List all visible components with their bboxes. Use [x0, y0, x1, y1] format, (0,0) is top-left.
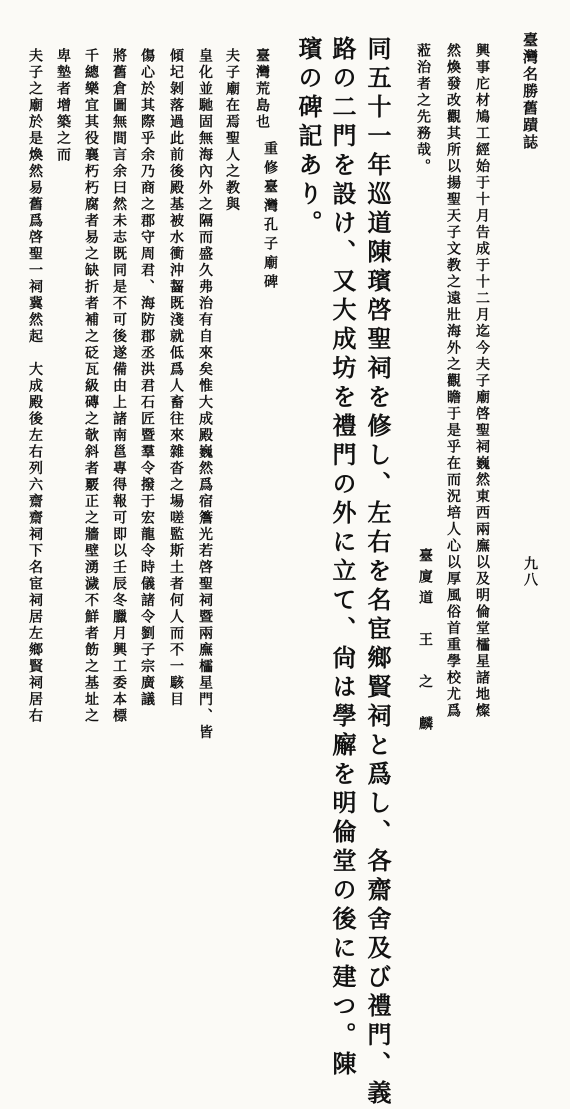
text-column: 璸の碑記あり。 [294, 36, 323, 239]
page-bottom-edge [0, 805, 570, 806]
page-title: 臺灣名勝舊蹟誌 [521, 32, 539, 151]
text-column: 蒞治者之先務哉。 [415, 43, 431, 175]
text-column: 傾圮剝落過此前後殿基被水衝沖齧既淺就低爲人畜往來雜沓之場嗟監斯土者何人而不一駭目 [168, 48, 184, 708]
text-column: 夫子廟在焉聖人之教與 [224, 48, 240, 213]
text-column: 路の二門を設け、又大成坊を禮門の外に立て、尙は學廨を明倫堂の後に建つ。陳 [328, 36, 357, 1080]
text-column: 然煥發改觀其所以揚聖天子文教之遠壯海外之觀瞻于是乎在而況培人心以厚風俗首重學校尤爲 [445, 43, 461, 720]
page-number: 九八 [522, 556, 538, 588]
text-column: 夫子之廟於是煥然易舊爲啓聖一祠冀然起 大成殿後左右列六齋齋祠下名宦祠居左鄉賢祠居右 [27, 48, 43, 725]
author-line: 臺廈道 王 之 麟 [417, 548, 433, 737]
subtitle: 重修臺灣孔子廟碑 [262, 141, 278, 293]
text-column: 傷心於其際乎余乃商之郡守周君、海防郡丞洪君石匠暨羣令撥于宏龍令時儀諸令劉子宗廣議 [139, 48, 155, 708]
text-column: 同五十一年巡道陳璸啓聖祠を修し、左右を名宦鄉賢祠と爲し、各齋舍及び禮門、義 [363, 36, 392, 1109]
text-column: 千總樂宜其役襄朽朽腐者易之缺折者補之砭瓦級磚之欹斜者覈正之牆壁湧濊不鮮者飭之基址之 [83, 48, 99, 725]
text-column: 皇化並馳固無海內外之隔而盛久弗治有自來矣惟大成殿巍然爲宿簷光若啓聖祠暨兩廡櫺星門、皆 [197, 48, 213, 741]
text-column: 興事庀材鳩工經始于十月告成于十二月迄今夫子廟啓聖祠巍然東西兩廡以及明倫堂櫺星諸地燦 [474, 43, 490, 720]
text-column: 卑墊者增築之而 [55, 48, 71, 164]
text-column: 將舊倉圖無間言余曰然未志既同是不可後遂備由上諸南邕專得報可即以壬辰冬臘月興工委本標 [111, 48, 127, 725]
text-column: 臺灣荒島也 [254, 48, 270, 131]
